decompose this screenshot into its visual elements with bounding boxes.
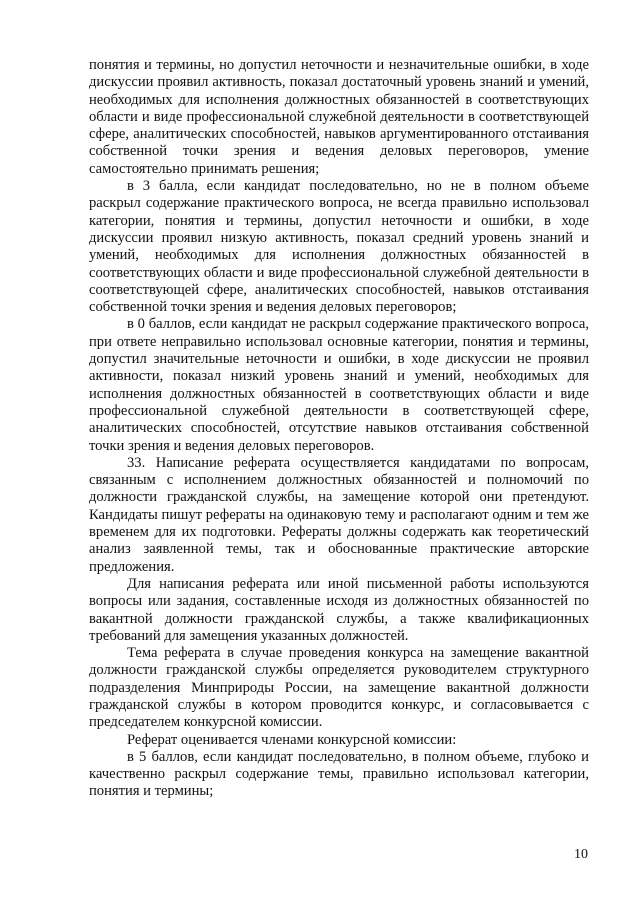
paragraph-essay-evaluation: Реферат оценивается членами конкурсной комиссии: — [127, 731, 457, 748]
paragraph-score-5: в 5 баллов, если кандидат последовательно, в полном объеме, глубоко и качественно раскрыл содержание темы, правильно использовал категории, понятия и термины; — [89, 748, 589, 800]
paragraph-score-3: в 3 балла, если кандидат последовательно, но не в полном объеме раскрыл содержание практического вопроса, не всегда правильно использовал категории, понятия и термины, допустил неточности и ошибки, в ходе дискуссии проявил низкую активность, показал средний уровень знаний и умений, необходимых для исполнения должностных обязанностей в соответствующих области и виде профессиональной служебной деятельности в соответствующей сфере, аналитических способностей, навыков отстаивания собственной точки зрения и ведения деловых переговоров; — [89, 178, 589, 316]
paragraph-section-33: 33. Написание реферата осуществляется кандидатами по вопросам, связанным с исполнением должностных обязанностей и полномочий по должности гражданской службы, на замещение которой они претендуют. Кандидаты пишут рефераты на одинаковую тему и располагают одним и тем же временем для их подготовки. Рефераты должны содержать как теоретический анализ заявленной темы, так и обоснованные практические авторские предложения. — [89, 454, 589, 575]
paragraph-score-0: в 0 баллов, если кандидат не раскрыл содержание практического вопроса, при ответе неправильно использовал основные категории, понятия и термины, допустил значительные неточности и ошибки, в ходе дискуссии не проявил активности, показал низкий уровень знаний и умений, необходимых для исполнения должностных обязанностей в соответствующих области и виде профессиональной служебной деятельности в соответствующей сфере, аналитических способностей, отсутствие навыков отстаивания собственной точки зрения и ведения деловых переговоров. — [89, 316, 589, 454]
document-body — [89, 57, 589, 801]
paragraph-continuation: понятия и термины, но допустил неточности и незначительные ошибки, в ходе дискуссии проявил активность, показал достаточный уровень знаний и умений, необходимых для исполнения должностных обязанностей в соответствующих области и виде профессиональной служебной деятельности в соответствующей сфере, аналитических способностей, навыков аргументированного отстаивания собственной точки зрения и ведения деловых переговоров, умение самостоятельно принимать решения; — [89, 57, 589, 177]
paragraph-essay-topic: Тема реферата в случае проведения конкурса на замещение вакантной должности гражданской службы определяется руководителем структурного подразделения Минприроды России, на замещение вакантной должности гражданской службы в котором проводится конкурс, и согласовывается с председателем конкурсной комиссии. — [89, 645, 589, 731]
page-number: 10 — [574, 847, 588, 862]
paragraph-essay-questions: Для написания реферата или иной письменной работы используются вопросы или задания, составленные исходя из должностных обязанностей по вакантной должности гражданской службы, а также квалификационных требований для замещения указанных должностей. — [89, 575, 589, 644]
